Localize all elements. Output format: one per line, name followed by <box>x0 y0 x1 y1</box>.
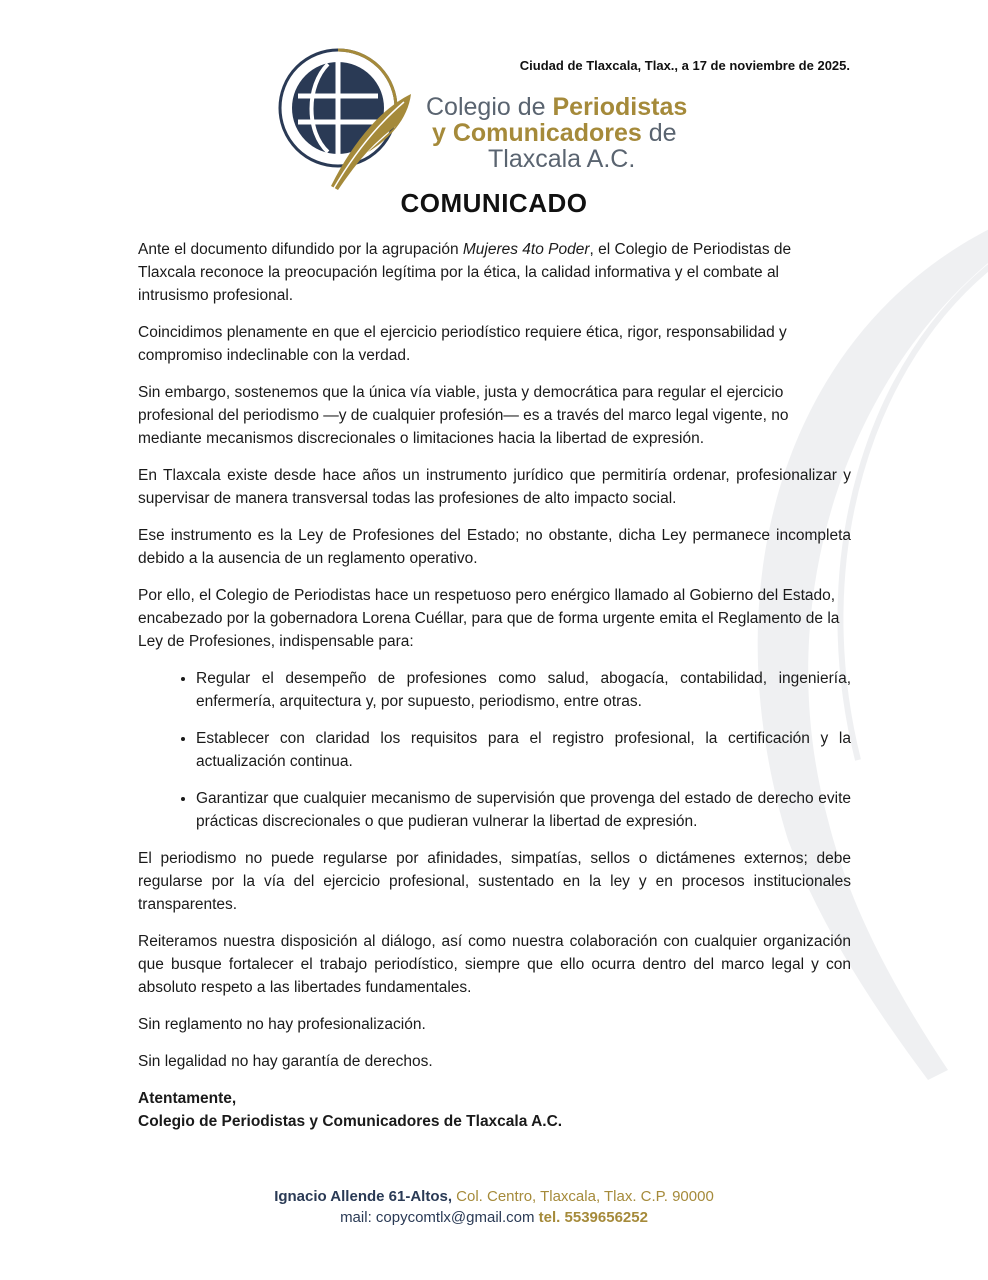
paragraph-2: Coincidimos plenamente en que el ejercicio periodístico requiere ética, rigor, responsabilidad y compromiso indeclinable con la verdad. <box>138 324 787 364</box>
paragraph-1: Ante el documento difundido por la agrupación Mujeres 4to Poder, el Colegio de Periodistas de Tlaxcala reconoce la preocupación legítima por la ética, la calidad informativa y el combate al intrusismo profesional. <box>138 241 792 304</box>
paragraph-3: Sin embargo, sostenemos que la única vía viable, justa y democrática para regular el ejercicio profesional del periodismo —y de cualquier profesión— es a través del marco legal vigente, no mediante mecanismos discrecionales o limitaciones hacia la libertad de expresión. <box>138 384 789 447</box>
org-name-line2: y Comunicadores de <box>432 119 677 147</box>
list-item: • Regular el desempeño de profesiones como salud, abogacía, contabilidad, ingeniería, enfermería, arquitectura y, por supuesto, periodismo, entre otras. <box>196 667 851 713</box>
document-heading: COMUNICADO <box>400 188 588 218</box>
paragraph-6: Por ello, el Colegio de Periodistas hace un respetuoso pero enérgico llamado al Gobierno del Estado, encabezado por la gobernadora Lorena Cuéllar, para que de forma urgente emita el Reglamento de la Ley de Profesiones, indispensable para: <box>138 587 840 650</box>
organization-name <box>424 93 688 173</box>
closing-organization: Colegio de Periodistas y Comunicadores de Tlaxcala A.C. <box>138 1113 563 1130</box>
org-name-line3: Tlaxcala A.C. <box>488 145 636 173</box>
list-item: • Garantizar que cualquier mecanismo de supervisión que provenga del estado de derecho evite prácticas discrecionales o que pudieran vulnerar la libertad de expresión. <box>196 787 851 833</box>
paragraph-10: Sin legalidad no hay garantía de derechos. <box>138 1053 433 1070</box>
footer-contact-line <box>0 1207 988 1228</box>
paragraph-4: En Tlaxcala existe desde hace años un instrumento jurídico que permitiría ordenar, profesionalizar y supervisar de manera transversal todas las profesiones de alto impacto social. <box>138 467 851 507</box>
globe-quill-logo-icon <box>276 46 416 196</box>
footer-email: mail: copycomtlx@gmail.com <box>340 1209 539 1226</box>
footer-contact <box>0 1186 988 1228</box>
paragraph-5: Ese instrumento es la Ley de Profesiones del Estado; no obstante, dicha Ley permanece incompleta debido a la ausencia de un reglamento operativo. <box>138 527 851 567</box>
list-item: • Establecer con claridad los requisitos para el registro profesional, la certificación y la actualización continua. <box>196 727 851 773</box>
requirements-list <box>138 667 851 833</box>
footer-phone: tel. 5539656252 <box>538 1209 648 1226</box>
paragraph-9: Sin reglamento no hay profesionalización. <box>138 1016 426 1033</box>
paragraph-8: Reiteramos nuestra disposición al diálogo, así como nuestra colaboración con cualquier organización que busque fortalecer el trabajo periodístico, siempre que ello ocurra dentro del marco legal y con absoluto respeto a las libertades fundamentales. <box>138 933 851 996</box>
footer-address: Ignacio Allende 61-Altos, Col. Centro, Tlaxcala, Tlax. C.P. 90000 <box>274 1188 714 1205</box>
org-name-line1: Colegio de Periodistas <box>426 93 688 121</box>
closing-salutation: Atentamente, <box>138 1090 237 1107</box>
document-date: Ciudad de Tlaxcala, Tlax., a 17 de noviembre de 2025. <box>519 58 850 73</box>
document-body <box>138 238 851 1133</box>
paragraph-7: El periodismo no puede regularse por afinidades, simpatías, sellos o dictámenes externos; debe regularse por la vía del ejercicio profesional, sustentado en la ley y en procesos institucionales transparentes. <box>138 850 851 913</box>
signature-block <box>138 1087 851 1133</box>
